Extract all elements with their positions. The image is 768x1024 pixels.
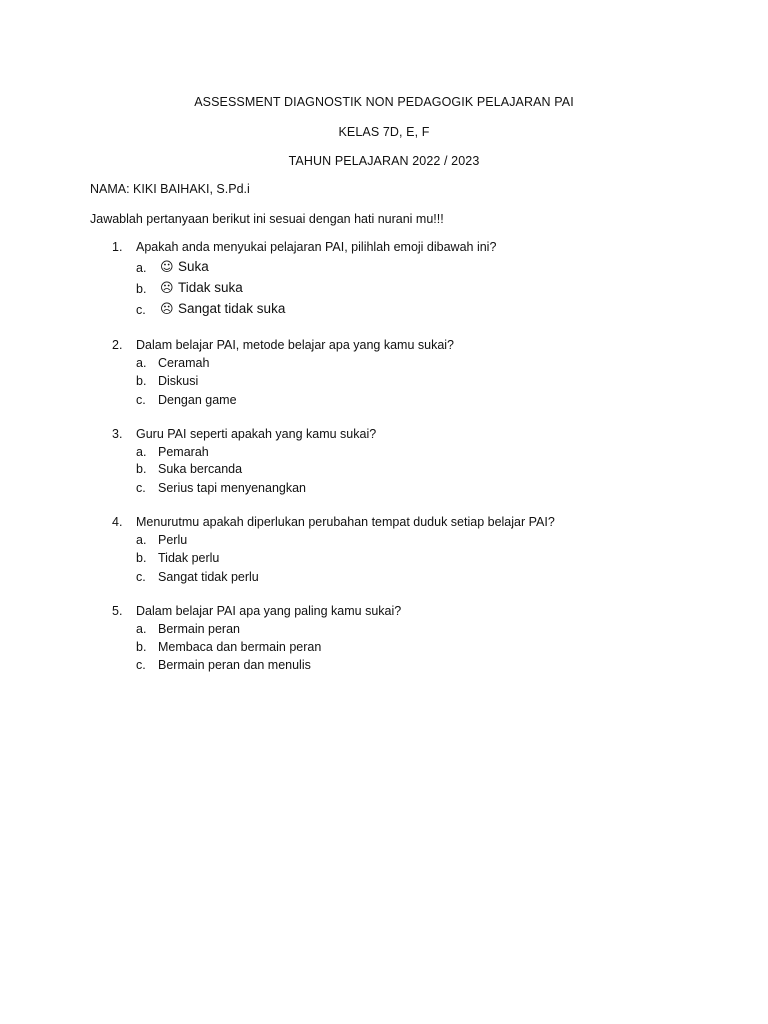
option-text: Sangat tidak perlu — [158, 570, 259, 584]
smile-icon: ☺ — [160, 260, 174, 275]
question-number: 4. — [112, 515, 123, 529]
instruction-line: Jawablah pertanyaan berikut ini sesuai dengan hati nurani mu!!! — [90, 212, 444, 226]
option-text: Membaca dan bermain peran — [158, 640, 322, 654]
option-item — [160, 280, 243, 296]
teacher-name-line: NAMA: KIKI BAIHAKI, S.Pd.i — [90, 182, 250, 196]
option-letter: b. — [136, 640, 147, 654]
option-letter: a. — [136, 356, 147, 370]
question-number: 3. — [112, 427, 123, 441]
frown-icon: ☹ — [160, 281, 174, 296]
option-letter: a. — [136, 533, 147, 547]
option-letter: b. — [136, 551, 147, 565]
option-letter: c. — [136, 303, 146, 317]
option-text: Bermain peran — [158, 622, 240, 636]
option-text: Sangat tidak suka — [178, 301, 286, 316]
question-text: Dalam belajar PAI, metode belajar apa yang kamu sukai? — [136, 338, 454, 352]
option-letter: a. — [136, 261, 147, 275]
option-letter: c. — [136, 658, 146, 672]
option-text: Suka bercanda — [158, 462, 243, 476]
option-text: Bermain peran dan menulis — [158, 658, 311, 672]
class-line: KELAS 7D, E, F — [338, 125, 430, 139]
option-letter: b. — [136, 282, 147, 296]
question-text: Apakah anda menyukai pelajaran PAI, pilihlah emoji dibawah ini? — [136, 240, 497, 254]
option-letter: c. — [136, 393, 146, 407]
option-letter: b. — [136, 462, 147, 476]
school-year-line: TAHUN PELAJARAN 2022 / 2023 — [288, 154, 480, 168]
option-text: Serius tapi menyenangkan — [158, 481, 307, 495]
option-text: Diskusi — [158, 374, 199, 388]
question-number: 5. — [112, 604, 123, 618]
option-letter: a. — [136, 445, 147, 459]
question-number: 1. — [112, 240, 123, 254]
option-item — [160, 259, 209, 275]
option-text: Suka — [178, 259, 209, 274]
option-text: Tidak suka — [178, 280, 243, 295]
option-text: Tidak perlu — [158, 551, 220, 565]
question-text: Menurutmu apakah diperlukan perubahan tempat duduk setiap belajar PAI? — [136, 515, 555, 529]
document-title: ASSESSMENT DIAGNOSTIK NON PEDAGOGIK PELAJARAN PAI — [194, 95, 574, 109]
frown-icon: ☹ — [160, 302, 174, 317]
option-text: Perlu — [158, 533, 188, 547]
option-text: Pemarah — [158, 445, 209, 459]
option-letter: a. — [136, 622, 147, 636]
option-letter: c. — [136, 570, 146, 584]
option-item — [160, 301, 285, 317]
question-number: 2. — [112, 338, 123, 352]
question-text: Dalam belajar PAI apa yang paling kamu sukai? — [136, 604, 402, 618]
option-text: Ceramah — [158, 356, 210, 370]
question-text: Guru PAI seperti apakah yang kamu sukai? — [136, 427, 377, 441]
option-letter: b. — [136, 374, 147, 388]
option-text: Dengan game — [158, 393, 237, 407]
option-letter: c. — [136, 481, 146, 495]
